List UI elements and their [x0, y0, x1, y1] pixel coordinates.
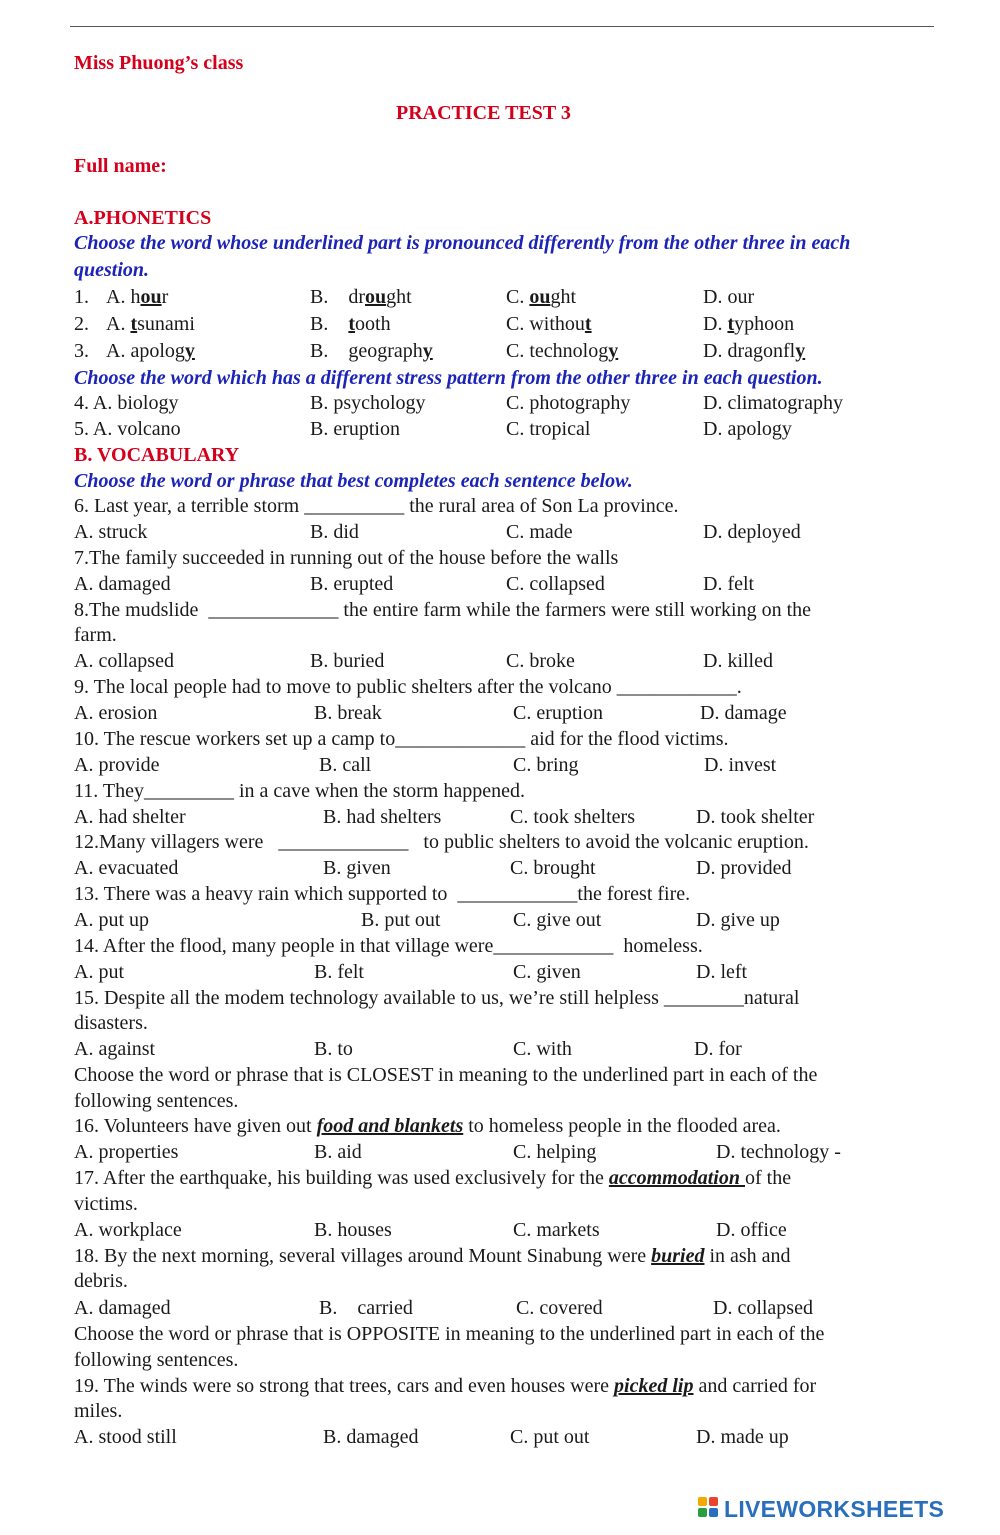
q19-option-d: D. made up [696, 1426, 789, 1448]
q17-underlined-phrase: accommodation [608, 1167, 745, 1189]
q2-option-a: A. tsunami [106, 313, 195, 335]
q12-stem: 12.Many villagers were _____________ to public shelters to avoid the volcanic eruption. [74, 831, 809, 853]
q17-option-a: A. workplace [74, 1219, 182, 1241]
q3-option-d: D. dragonfly [703, 340, 806, 362]
q12-option-d: D. provided [696, 857, 792, 879]
q17-option-b: B. houses [314, 1219, 392, 1241]
q4-option-b: B. psychology [310, 392, 426, 414]
section-b-heading: B. VOCABULARY [74, 444, 240, 466]
q16-option-d: D. technology - [716, 1141, 841, 1163]
q8-option-b: B. buried [310, 650, 385, 672]
q11-option-c: C. took shelters [510, 806, 635, 828]
q19-stem: 19. The winds were so strong that trees, cars and even houses were picked lip and carried for [74, 1375, 817, 1397]
q1-option-c: C. ought [506, 286, 577, 308]
full-name-label: Full name: [74, 155, 167, 177]
q6-option-d: D. deployed [703, 521, 801, 543]
liveworksheets-logo-icon [698, 1497, 720, 1521]
q15-stem-cont: disasters. [74, 1012, 148, 1034]
q8-stem: 8.The mudslide _____________ the entire farm while the farmers were still working on the [74, 599, 812, 621]
stress-instruction: Choose the word which has a different stress pattern from the other three in each question. [74, 367, 823, 389]
q7-option-b: B. erupted [310, 573, 394, 595]
page-title: PRACTICE TEST 3 [396, 102, 571, 124]
q3-option-a: A. apology [106, 340, 195, 362]
q11-stem: 11. They_________ in a cave when the storm happened. [74, 780, 525, 802]
class-name: Miss Phuong’s class [74, 52, 244, 74]
q8-option-a: A. collapsed [74, 650, 174, 672]
q3-option-b: B. geography [310, 340, 433, 362]
q16-option-c: C. helping [513, 1141, 597, 1163]
phonetics-instruction-cont: question. [74, 259, 150, 281]
q1-option-d: D. our [703, 286, 755, 308]
q14-option-c: C. given [513, 961, 581, 983]
q2-option-d: D. typhoon [703, 313, 795, 335]
q18-stem-cont: debris. [74, 1270, 128, 1292]
liveworksheets-logo[interactable] [698, 1494, 944, 1524]
q10-option-b: B. call [319, 754, 372, 776]
q18-option-b: B. carried [319, 1297, 413, 1319]
q15-option-b: B. to [314, 1038, 353, 1060]
q16-underlined-phrase: food and blankets [316, 1115, 464, 1137]
q15-option-c: C. with [513, 1038, 572, 1060]
q17-option-d: D. office [716, 1219, 787, 1241]
q14-stem: 14. After the flood, many people in that village were____________ homeless. [74, 935, 703, 957]
top-rule [70, 26, 934, 27]
q8-stem-cont: farm. [74, 624, 117, 646]
q19-option-a: A. stood still [74, 1426, 177, 1448]
q2-option-b: B. tooth [310, 313, 391, 335]
phonetics-instruction: Choose the word whose underlined part is pronounced differently from the other three in each [74, 232, 851, 254]
q8-option-c: C. broke [506, 650, 575, 672]
q17-stem-cont: victims. [74, 1193, 138, 1215]
q6-option-b: B. did [310, 521, 359, 543]
q9-option-b: B. break [314, 702, 382, 724]
q6-stem: 6. Last year, a terrible storm __________ the rural area of Son La province. [74, 495, 679, 517]
q4-option-d: D. climatography [703, 392, 843, 414]
section-a-heading: A.PHONETICS [74, 207, 212, 229]
q19-stem-cont: miles. [74, 1400, 123, 1422]
q16-stem: 16. Volunteers have given out food and blankets to homeless people in the flooded area. [74, 1115, 781, 1137]
q10-stem: 10. The rescue workers set up a camp to_____________ aid for the flood victims. [74, 728, 729, 750]
q11-option-a: A. had shelter [74, 806, 186, 828]
q11-option-b: B. had shelters [323, 806, 442, 828]
q18-option-c: C. covered [516, 1297, 603, 1319]
q13-option-c: C. give out [513, 909, 602, 931]
q9-option-a: A. erosion [74, 702, 158, 724]
q14-option-d: D. left [696, 961, 748, 983]
q15-option-d: D. for [694, 1038, 742, 1060]
q4-option-a: 4. A. biology [74, 392, 179, 414]
q1-option-a: A. hour [106, 286, 169, 308]
closest-instruction-cont: following sentences. [74, 1090, 239, 1112]
q12-option-a: A. evacuated [74, 857, 179, 879]
q15-stem: 15. Despite all the modem technology available to us, we’re still helpless ________natural [74, 987, 800, 1009]
q10-option-c: C. bring [513, 754, 579, 776]
q8-option-d: D. killed [703, 650, 773, 672]
q6-option-c: C. made [506, 521, 573, 543]
q17-option-c: C. markets [513, 1219, 600, 1241]
q11-option-d: D. took shelter [696, 806, 815, 828]
closest-instruction: Choose the word or phrase that is CLOSEST in meaning to the underlined part in each of the [74, 1064, 818, 1086]
q1-number: 1. [74, 286, 89, 308]
q3-number: 3. [74, 340, 89, 362]
q7-option-d: D. felt [703, 573, 755, 595]
q16-option-b: B. aid [314, 1141, 362, 1163]
q18-underlined-word: buried [651, 1245, 705, 1267]
q19-underlined-phrase: picked lip [614, 1375, 694, 1397]
q7-stem: 7.The family succeeded in running out of the house before the walls [74, 547, 619, 569]
q1-option-b: B. drought [310, 286, 412, 308]
q13-option-b: B. put out [361, 909, 441, 931]
q5-option-c: C. tropical [506, 418, 591, 440]
q9-option-d: D. damage [700, 702, 787, 724]
opposite-instruction: Choose the word or phrase that is OPPOSITE in meaning to the underlined part in each of the [74, 1323, 825, 1345]
q12-option-b: B. given [323, 857, 391, 879]
q3-option-c: C. technology [506, 340, 619, 362]
q14-option-a: A. put [74, 961, 124, 983]
q12-option-c: C. brought [510, 857, 596, 879]
q7-option-a: A. damaged [74, 573, 171, 595]
liveworksheets-logo-text: LIVEWORKSHEETS [724, 1495, 945, 1522]
q5-option-b: B. eruption [310, 418, 400, 440]
q13-option-a: A. put up [74, 909, 149, 931]
q10-option-a: A. provide [74, 754, 160, 776]
q14-option-b: B. felt [314, 961, 364, 983]
q4-option-c: C. photography [506, 392, 631, 414]
q16-option-a: A. properties [74, 1141, 179, 1163]
q5-option-a: 5. A. volcano [74, 418, 181, 440]
q13-stem: 13. There was a heavy rain which supported to ____________the forest fire. [74, 883, 691, 905]
q18-option-a: A. damaged [74, 1297, 171, 1319]
q18-stem: 18. By the next morning, several villages around Mount Sinabung were buried in ash and [74, 1245, 791, 1267]
vocabulary-instruction: Choose the word or phrase that best completes each sentence below. [74, 470, 633, 492]
q10-option-d: D. invest [704, 754, 777, 776]
q19-option-b: B. damaged [323, 1426, 419, 1448]
q7-option-c: C. collapsed [506, 573, 605, 595]
q2-option-c: C. without [506, 313, 592, 335]
q17-stem: 17. After the earthquake, his building was used exclusively for the accommodation of the [74, 1167, 792, 1189]
opposite-instruction-cont: following sentences. [74, 1349, 239, 1371]
q19-option-c: C. put out [510, 1426, 590, 1448]
q18-option-d: D. collapsed [713, 1297, 813, 1319]
q2-number: 2. [74, 313, 89, 335]
q6-option-a: A. struck [74, 521, 148, 543]
q13-option-d: D. give up [696, 909, 780, 931]
q9-option-c: C. eruption [513, 702, 603, 724]
q5-option-d: D. apology [703, 418, 792, 440]
q15-option-a: A. against [74, 1038, 156, 1060]
q9-stem: 9. The local people had to move to public shelters after the volcano ____________. [74, 676, 742, 698]
